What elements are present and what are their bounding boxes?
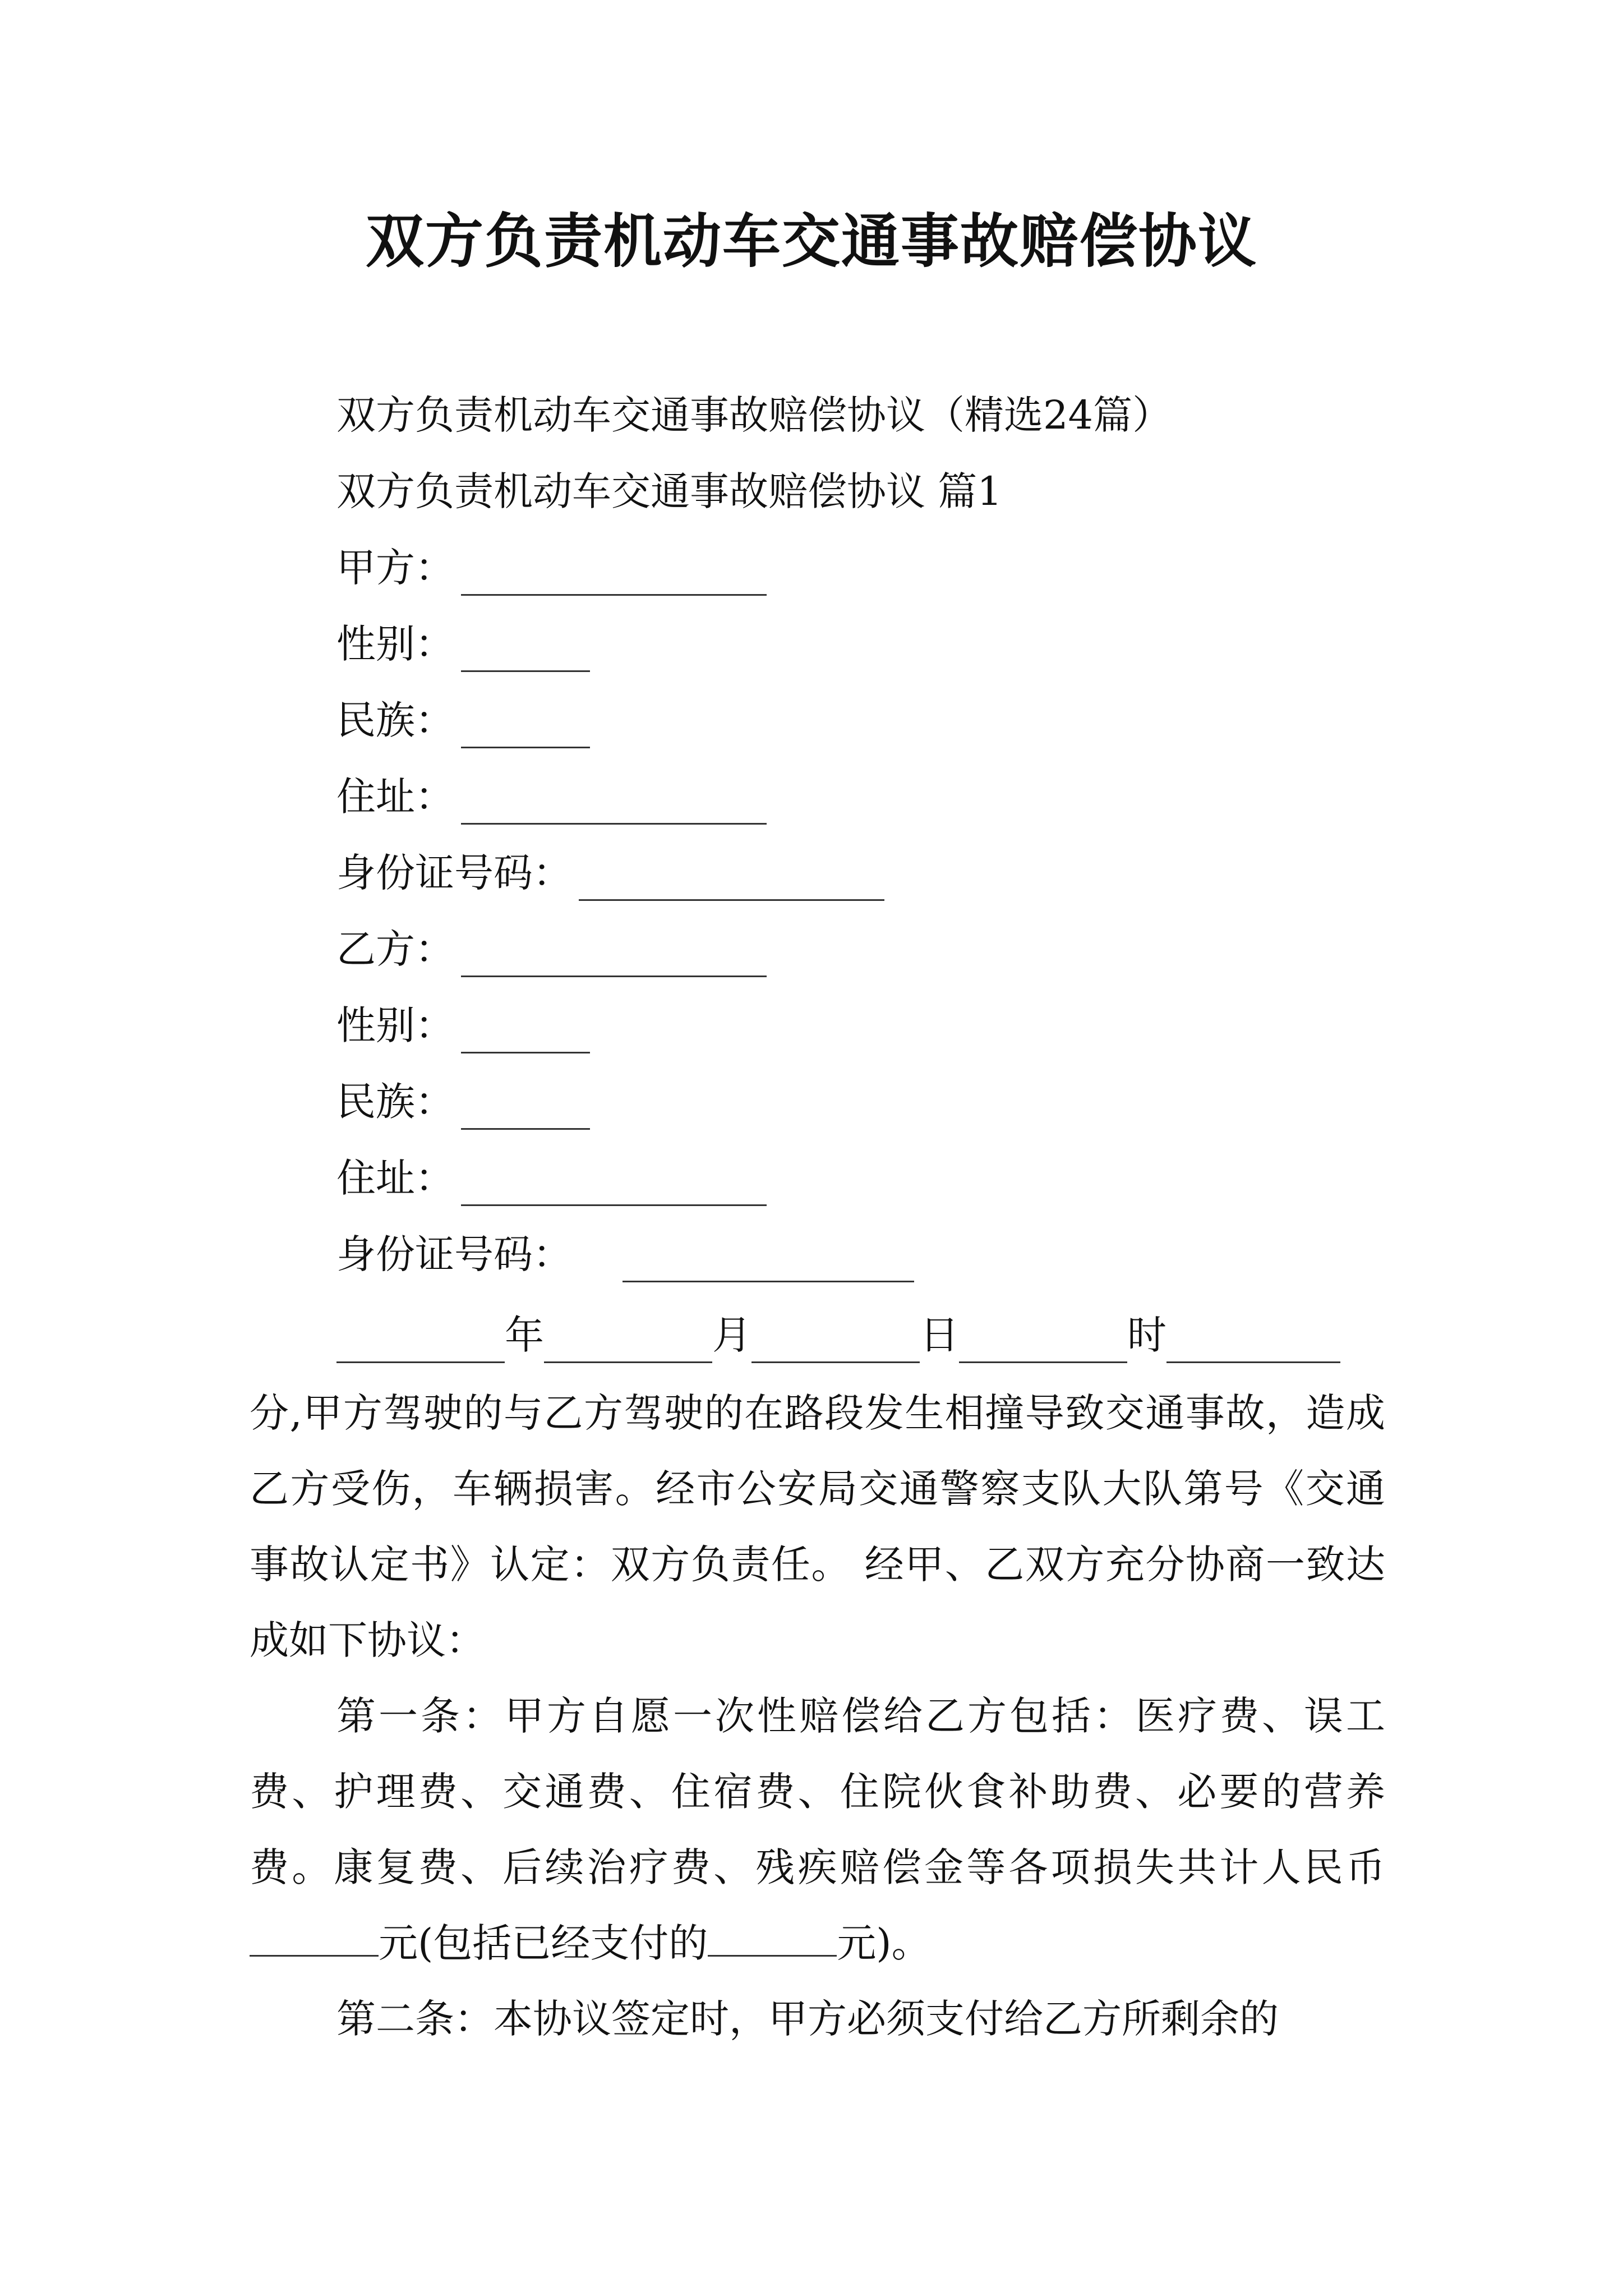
party-b-ethnicity-field (336, 1074, 590, 1130)
party-b-id-label: 身份证号码： (336, 1231, 572, 1277)
article-1-paragraph (250, 1678, 1385, 1981)
party-b-blank (461, 941, 767, 977)
party-a-blank (461, 559, 767, 596)
party-a-address-field (336, 769, 767, 825)
party-b-field (336, 921, 767, 977)
document-subtitle: 双方负责机动车交通事故赔偿协议（精选24篇） (336, 392, 1172, 438)
party-a-ethnicity-field (336, 692, 590, 748)
party-a-gender-label: 性别： (336, 621, 454, 667)
article-1-text-middle: 元(包括已经支付的 (379, 1920, 708, 1966)
article-2-paragraph: 第二条：本协议签定时，甲方必须支付给乙方所剩余的 (336, 1996, 1279, 2042)
month-blank (544, 1327, 712, 1363)
party-b-address-field (336, 1150, 767, 1206)
party-a-ethnicity-label: 民族： (336, 697, 454, 743)
hour-blank (959, 1327, 1127, 1363)
party-a-id-label: 身份证号码： (336, 850, 572, 896)
day-label: 日 (920, 1312, 959, 1358)
party-b-ethnicity-blank (461, 1093, 590, 1130)
party-a-label: 甲方： (336, 545, 454, 591)
minute-blank (1166, 1327, 1340, 1363)
article-1-text-before: 第一条：甲方自愿一次性赔偿给乙方包括：医疗费、误工费、护理费、交通费、住宿费、住院伙食补助费、必要的营养费。康复费、后续治疗费、残疾赔偿金等各项损失共计人民币 (250, 1693, 1385, 1890)
party-b-gender-field (336, 997, 590, 1053)
party-b-ethnicity-label: 民族： (336, 1079, 454, 1125)
day-blank (751, 1327, 920, 1363)
month-label: 月 (712, 1312, 751, 1358)
year-label: 年 (505, 1312, 544, 1358)
accident-datetime-line (336, 1307, 1385, 1363)
party-b-id-blank (623, 1246, 914, 1282)
party-b-id-field (336, 1226, 914, 1282)
party-b-address-label: 住址： (336, 1155, 454, 1201)
party-b-gender-blank (461, 1017, 590, 1053)
party-a-id-blank (579, 864, 884, 901)
year-blank (336, 1327, 505, 1363)
hour-label: 时 (1127, 1312, 1166, 1358)
section-heading: 双方负责机动车交通事故赔偿协议 篇1 (336, 468, 1002, 514)
party-a-address-label: 住址： (336, 774, 454, 820)
party-a-field (336, 540, 767, 596)
party-b-gender-label: 性别： (336, 1002, 454, 1048)
party-a-gender-field (336, 616, 590, 672)
document-title: 双方负责机动车交通事故赔偿协议 (365, 206, 1257, 275)
party-a-id-field (336, 845, 884, 901)
accident-description-paragraph: 分,甲方驾驶的与乙方驾驶的在路段发生相撞导致交通事故，造成乙方受伤，车辆损害。经市公安局交通警察支队大队第号《交通事故认定书》认定：双方负责任。 经甲、乙双方充分协商一致达成如下协议： (250, 1390, 1385, 1663)
party-a-gender-blank (461, 636, 590, 672)
paid-amount-blank (708, 1920, 837, 1957)
party-a-address-blank (461, 788, 767, 825)
article-1-text-after: 元)。 (837, 1920, 931, 1966)
party-a-ethnicity-blank (461, 712, 590, 748)
party-b-label: 乙方： (336, 926, 454, 972)
party-b-address-blank (461, 1170, 767, 1206)
total-amount-blank (250, 1920, 379, 1957)
